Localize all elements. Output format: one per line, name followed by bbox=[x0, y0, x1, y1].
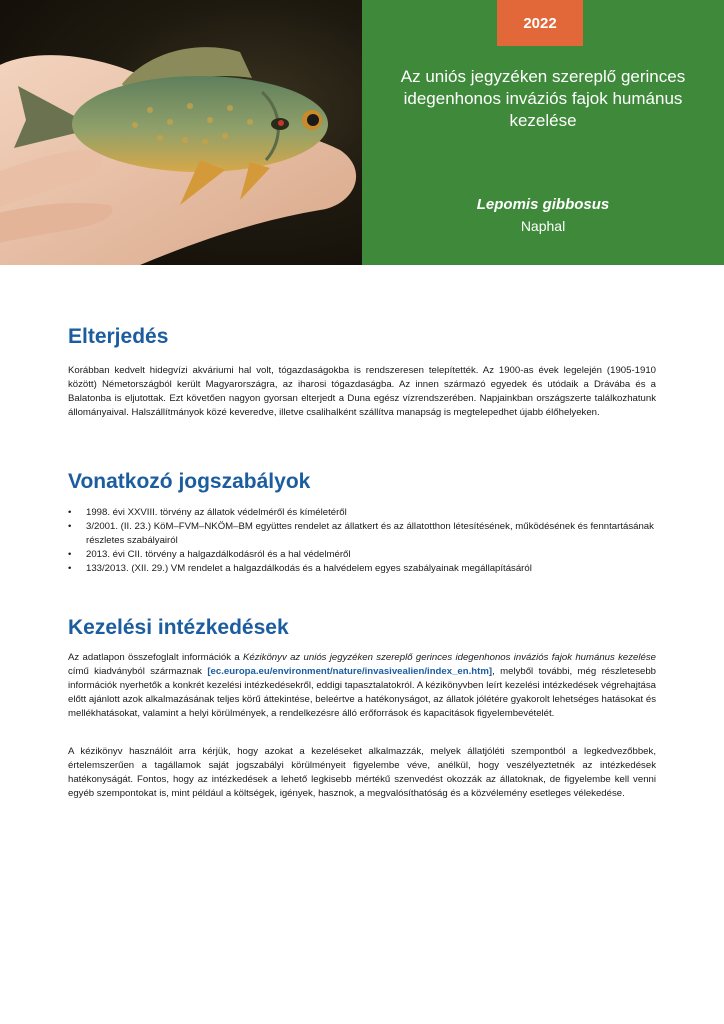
year-badge: 2022 bbox=[497, 0, 583, 46]
handbook-title: Kézikönyv az uniós jegyzéken szereplő gerinces idegenhonos inváziós fajok humánus kezelése bbox=[243, 652, 656, 663]
law-item: • 3/2001. (II. 23.) KöM–FVM–NKÖM–BM együttes rendelet az állatkert és az állatotthon létesítésének, működésének és fenntartásának részletes szabályairól bbox=[68, 520, 656, 548]
law-item: • 2013. évi CII. törvény a halgazdálkodásról és a hal védelméről bbox=[68, 548, 656, 562]
species-common-name: Naphal bbox=[520, 218, 566, 234]
law-item: • 1998. évi XXVIII. törvény az állatok védelméről és kíméletéről bbox=[68, 506, 656, 520]
laws-list bbox=[68, 506, 656, 576]
law-item: • 133/2013. (XII. 29.) VM rendelet a halgazdálkodás és a halvédelem egyes szabályainak megállapításáról bbox=[68, 562, 656, 576]
page-header bbox=[0, 0, 724, 265]
section-title-management: Kezelési intézkedések bbox=[68, 616, 289, 639]
species-latin-name: Lepomis gibbosus bbox=[476, 196, 610, 213]
distribution-text: Korábban kedvelt hidegvízi akváriumi hal volt, tógazdaságokba is rendszeresen telepítették. Az 1900-as évek legelején (1905-1910 között) Németországból került Magyarországra, az iharosi tógazdaságba. Az innen származó egyedek és utódaik a Drávába és a Balatonba is eljutottak. Ezt követően nagyon gyorsan elterjedt a Duna egész vízrendszerében. Napjainkban országszerte találkozhatunk állományaival. Halszállítmányok közé keveredve, illetve csalihalként szállítva manapság is megtelepedhet újabb élőhelyeken. bbox=[68, 365, 656, 418]
management-paragraph-1 bbox=[68, 651, 656, 721]
management-p1-before: Az adatlapon összefoglalt információk a bbox=[68, 652, 244, 663]
management-p1-mid: című kiadványból származnak bbox=[68, 666, 208, 677]
section-title-distribution: Elterjedés bbox=[68, 325, 169, 348]
document-title: Az uniós jegyzéken szereplő gerinces idegenhonos inváziós fajok humánus kezelése bbox=[400, 67, 686, 130]
sunfish-in-hand-illustration bbox=[0, 0, 362, 265]
section-title-laws: Vonatkozó jogszabályok bbox=[68, 470, 311, 493]
sunfish-in-hand-photo bbox=[0, 0, 362, 265]
management-paragraph-2: A kézikönyv használóit arra kérjük, hogy azokat a kezeléseket alkalmazzák, melyek állatjóléti szempontból a legkedvezőbbek, értelemszerűen a tagállamok saját jogszabályi körülményeit figyelembe véve, anélkül, hogy veszélyeztetnék az intézkedések hatékonyságát. Fontos, hogy az intézkedések a lehető legkisebb mértékű szenvedést okozzák az állatoknak, de figyelembe kell venni egyéb szempontokat is, mint például a költségek, igények, hasznok, a megvalósíthatóság és a közvélemény esetleges vélekedése. bbox=[68, 746, 656, 799]
handbook-link[interactable]: [ec.europa.eu/environment/nature/invasivealien/index_en.htm] bbox=[207, 666, 493, 677]
management-p1-after: , melyből további, még részletesebb információk nyerhetők a konkrét kezelési intézkedésekről, eddigi tapasztalatokról. A kézikönyvben leírt kezelési intézkedések végrehajtása előtt ajánlott azok alkalmazásának teljes körű áttekintése, beleértve a hatékonyságot, az állatok jólétére gyakorolt lehetséges hatásokat és mellékhatásokat, valamint a helyi körülmények, a rendelkezésre álló erőforrások és kapacitások figyelembevételét. bbox=[68, 666, 657, 719]
